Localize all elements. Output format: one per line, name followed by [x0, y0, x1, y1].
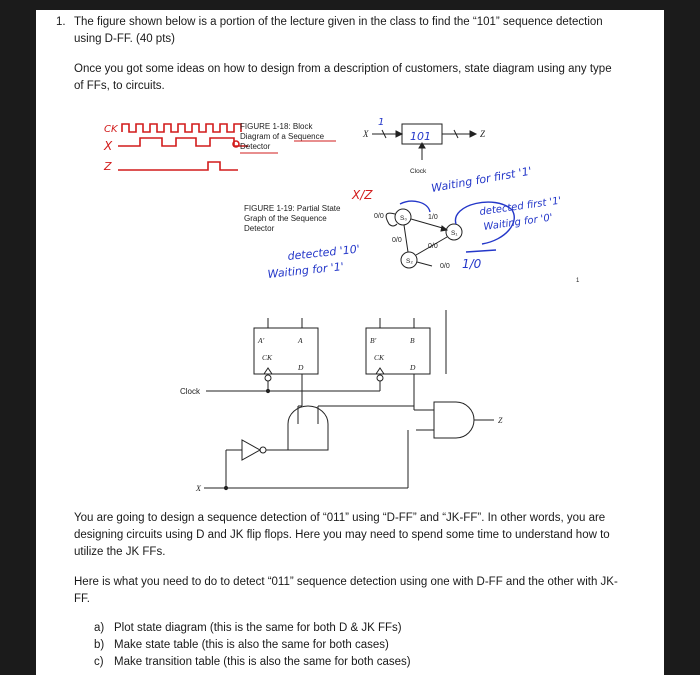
fig119-caption-2: Graph of the Sequence	[244, 214, 327, 223]
step-text: Make state table (this is also the same for both cases)	[114, 639, 389, 651]
edge-s0-s1: 1/0	[428, 214, 438, 221]
step-text: Make transition table (this is also the same for both cases)	[114, 656, 411, 668]
step-text: Plot state diagram (this is the same for both D & JK FFs)	[114, 622, 402, 634]
fig118-caption-1: FIGURE 1-18: Block	[240, 122, 313, 131]
page-mark: 1	[576, 278, 580, 284]
step-item	[94, 620, 614, 637]
svg-text:CK: CK	[104, 124, 118, 135]
fig119-caption-3: Detector	[244, 224, 275, 233]
step-marker: a)	[94, 622, 105, 634]
flipflop-a	[254, 328, 318, 374]
edge-s1-s2: 0/0	[428, 243, 438, 250]
hand-waiting-first: Waiting for first '1'	[430, 164, 533, 195]
hand-waiting-zero: Waiting for '0'	[482, 212, 554, 233]
ff-a-d: D	[298, 363, 304, 372]
circuit-clock-label: Clock	[180, 387, 201, 396]
state-s1-label: S₁	[451, 230, 458, 237]
ff-b-q: B	[410, 336, 415, 345]
ff-a-qbar: A'	[258, 336, 265, 345]
and-gate-output	[434, 402, 474, 438]
step-item	[94, 654, 614, 671]
ff-b-ck: CK	[374, 353, 385, 362]
logic-circuit	[204, 310, 494, 490]
ff-a-ck: CK	[262, 353, 273, 362]
block-output-z: Z	[480, 129, 486, 139]
task-paragraph: You are going to design a sequence detection of “011” using “D-FF” and “JK-FF”. In other words, you are designing circuits using D and JK flip flops. Here you may need to spend some time to understand how to utilize the JK FFs.	[74, 512, 610, 558]
step-marker: c)	[94, 656, 104, 668]
edge-s2-s0: 0/0	[392, 237, 402, 244]
edge-s2-out: 0/0	[440, 263, 450, 270]
instructions-paragraph: Here is what you need to do to detect “011” sequence detection using one with D-FF and the other with JK-FF.	[74, 576, 618, 605]
question-text: The figure shown below is a portion of the lecture given in the class to find the “101” sequence detection using D-FF. (40 pts)	[74, 16, 603, 45]
step-item	[94, 637, 614, 654]
hand-one-over-zero: 1/0	[462, 257, 482, 271]
hand-detected-first: detected first '1'	[478, 195, 563, 218]
and-gate-input	[288, 406, 328, 450]
flipflop-b	[366, 328, 430, 374]
edge-s0-loop: 0/0	[374, 213, 384, 220]
step-marker: b)	[94, 639, 105, 651]
circuit-x-label: X	[196, 484, 201, 493]
block-input-x: X	[363, 129, 369, 139]
hand-detected-10: detected '10'	[286, 242, 361, 263]
state-s2-label: S₂	[406, 258, 413, 265]
sketch-x-label: X	[104, 139, 113, 153]
fig118-caption-2: Diagram of a Sequence	[240, 132, 325, 141]
fig119-caption-1: FIGURE 1-19: Partial State	[244, 204, 341, 213]
step-list	[94, 620, 614, 671]
ff-b-d: D	[410, 363, 416, 372]
block-101-label: 101	[410, 130, 431, 143]
hand-waiting-1: Waiting for '1'	[266, 260, 345, 281]
circuit-z-label: Z	[498, 416, 503, 425]
fig118-caption-3: Detector	[240, 142, 271, 151]
block-clock-label: Clock	[410, 168, 427, 175]
ff-a-q: A	[298, 336, 303, 345]
block-annotation-1: 1	[378, 117, 385, 128]
waveform-sketch	[103, 124, 248, 173]
ff-b-qbar: B'	[370, 336, 377, 345]
lecture-figure	[36, 10, 664, 510]
state-s0-label: S₀	[400, 215, 408, 222]
question-number: 1.	[56, 16, 66, 28]
x-over-z-label: X/Z	[352, 188, 373, 202]
inverter	[242, 440, 260, 460]
intro-paragraph: Once you got some ideas on how to design from a description of customers, state diagram using any type of FFs, to circuits.	[74, 63, 612, 92]
document-page	[36, 10, 664, 675]
sketch-z-label: Z	[104, 160, 112, 173]
